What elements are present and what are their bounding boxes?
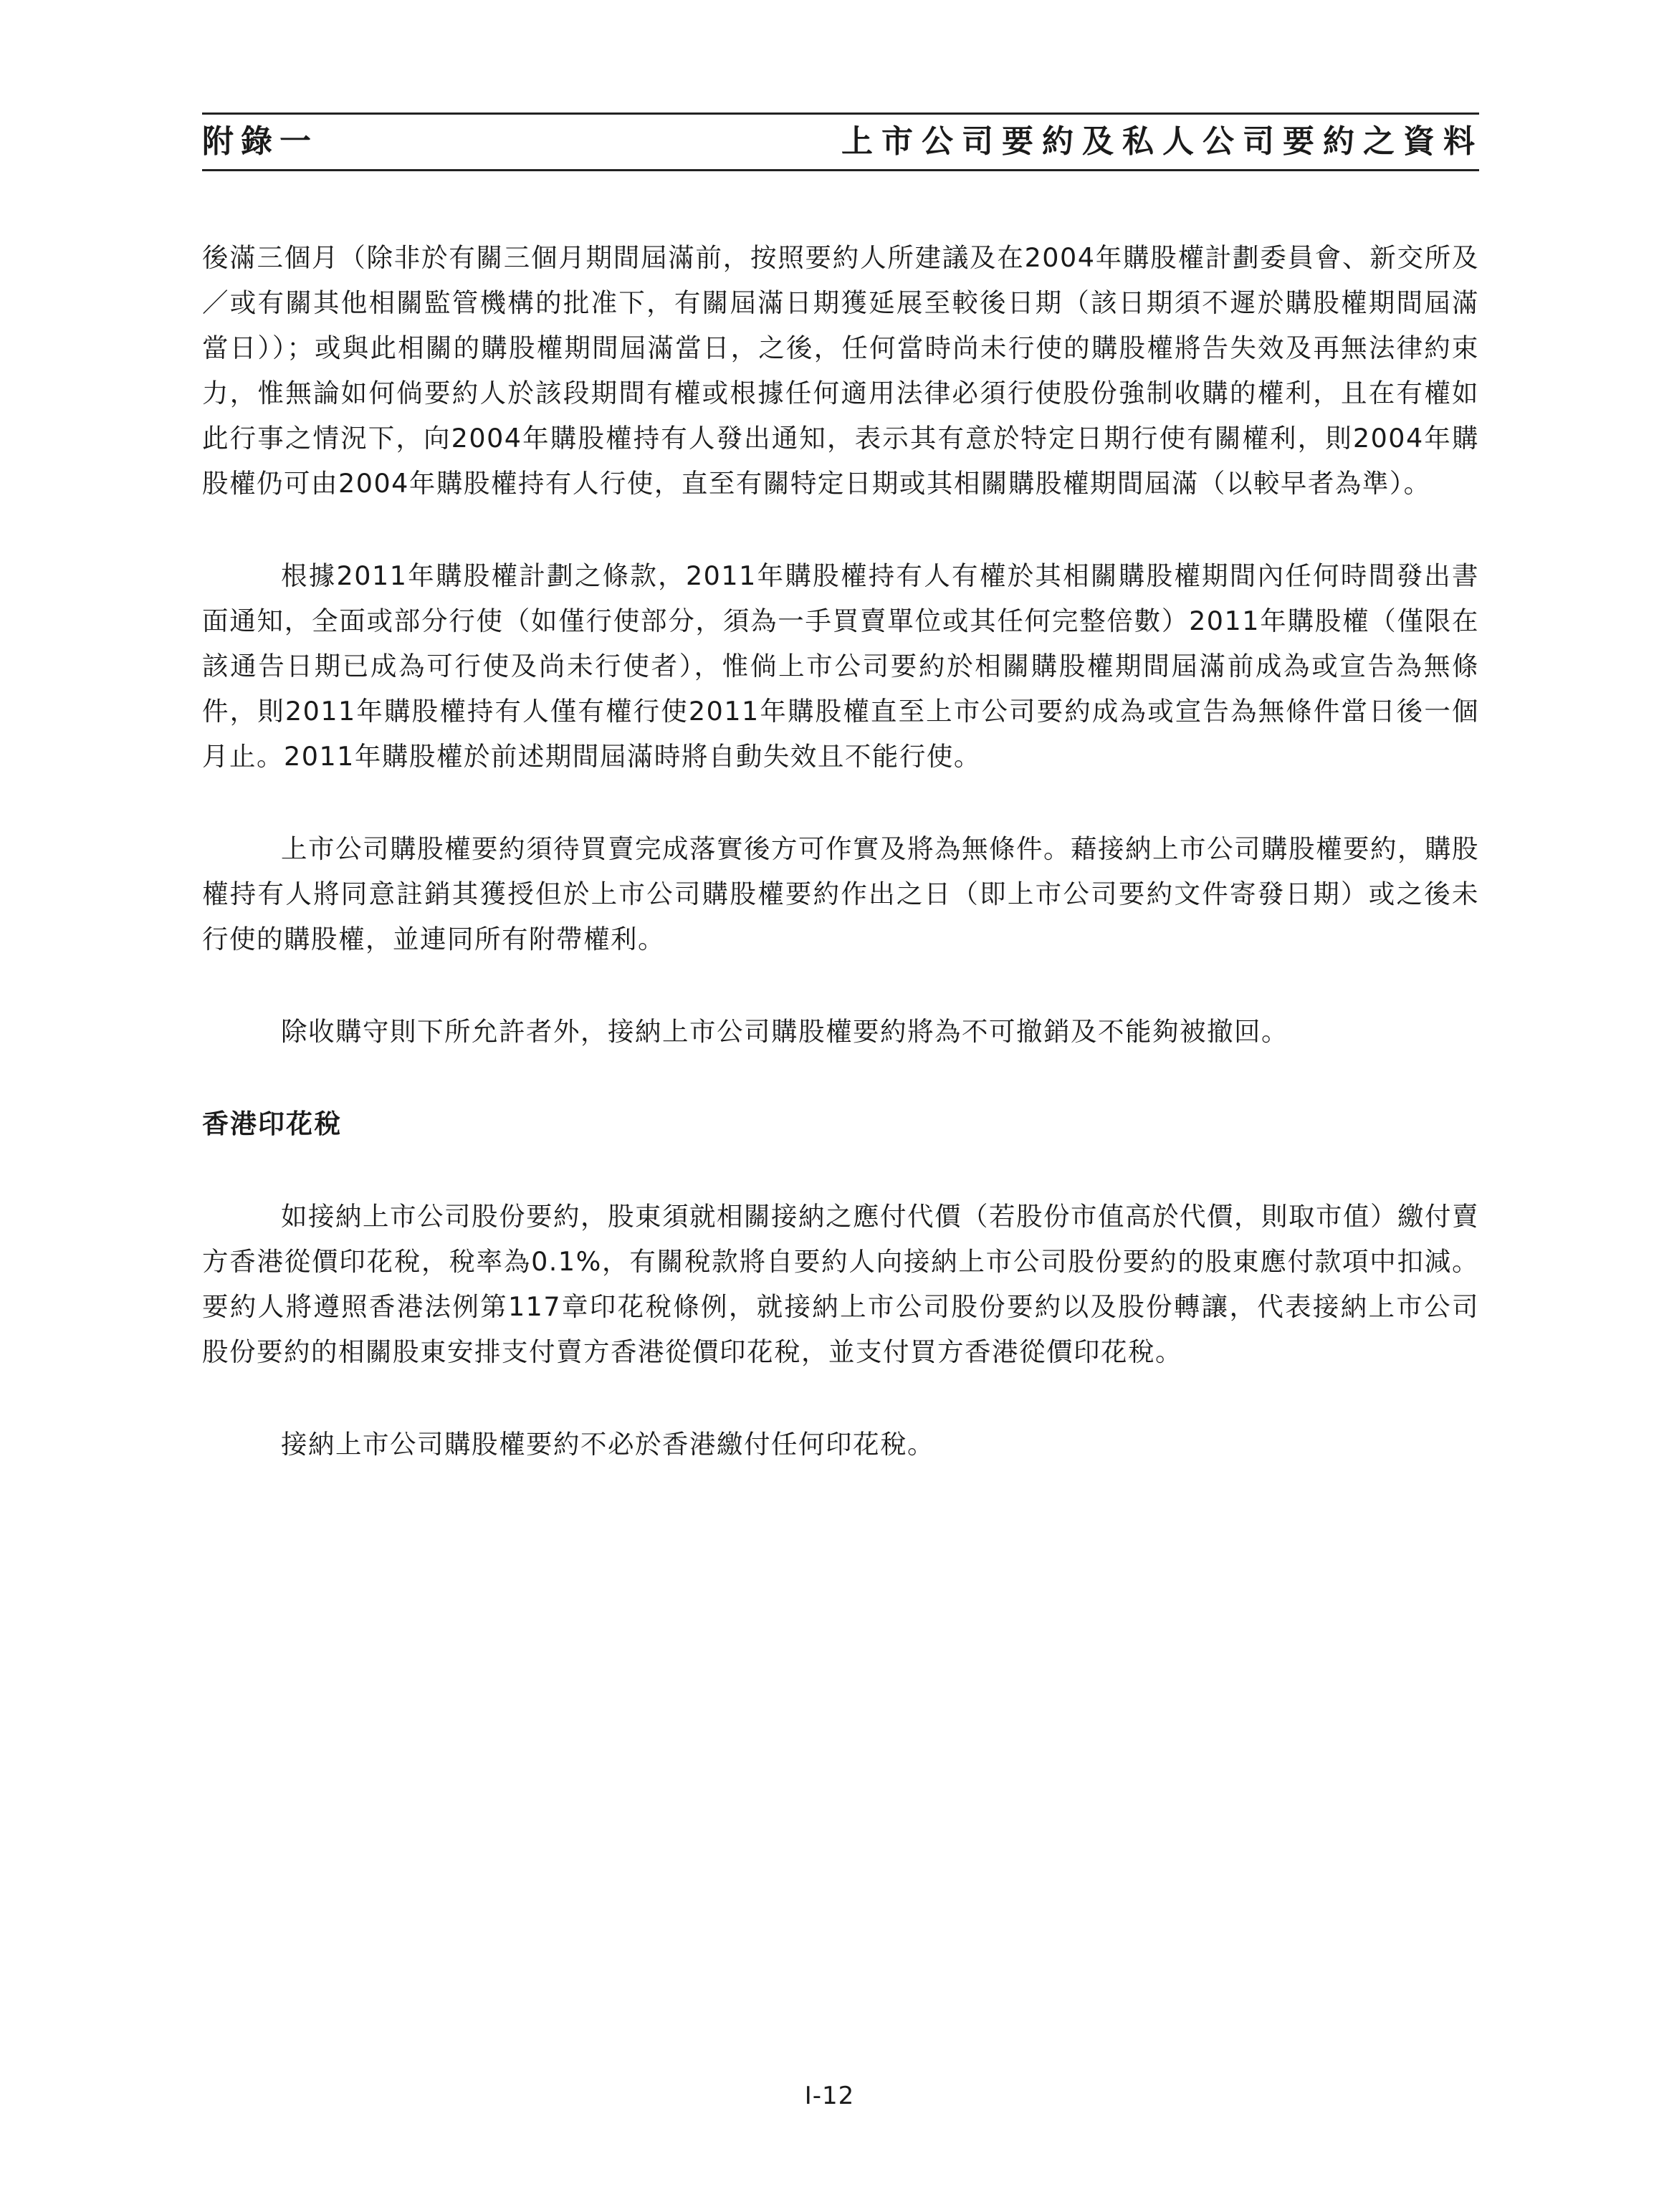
paragraph-stamp-duty-options: 接納上市公司購股權要約不必於香港繳付任何印花稅。 xyxy=(281,1429,934,1460)
paragraph-stamp-duty-shares: 如接納上市公司股份要約，股東須就相關接納之應付代價（若股份市值高於代價，則取市值）繳付賣方香港從價印花稅，稅率為0.1%，有關稅款將自要約人向接納上市公司股份要約的股東應付款項中扣減。要約人將遵照香港法例第117章印花稅條例，就接納上市公司股份要約以及股份轉讓，代表接納上市公司股份要約的相關股東安排支付賣方香港從價印花稅，並支付買方香港從價印花稅。 xyxy=(202,1201,1479,1367)
body-content xyxy=(202,235,1479,1467)
header-bottom-rule xyxy=(202,169,1479,171)
paragraph-continuation: 後滿三個月（除非於有關三個月期間屆滿前，按照要約人所建議及在2004年購股權計劃委員會、新交所及／或有關其他相關監管機構的批准下，有關屆滿日期獲延展至較後日期（該日期須不遲於購股權期間屆滿當日））；或與此相關的購股權期間屆滿當日，之後，任何當時尚未行使的購股權將告失效及再無法律約束力，惟無論如何倘要約人於該段期間有權或根據任何適用法律必須行使股份強制收購的權利，且在有權如此行事之情況下，向2004年購股權持有人發出通知，表示其有意於特定日期行使有關權利，則2004年購股權仍可由2004年購股權持有人行使，直至有關特定日期或其相關購股權期間屆滿（以較早者為準）。 xyxy=(202,242,1479,499)
page-title: 上市公司要約及私人公司要約之資料 xyxy=(841,123,1483,160)
paragraph-2011-options: 根據2011年購股權計劃之條款，2011年購股權持有人有權於其相關購股權期間內任何時間發出書面通知，全面或部分行使（如僅行使部分，須為一手買賣單位或其任何完整倍數）2011年購股權（僅限在該通告日期已成為可行使及尚未行使者），惟倘上市公司要約於相關購股權期間屆滿前成為或宣告為無條件，則2011年購股權持有人僅有權行使2011年購股權直至上市公司要約成為或宣告為無條件當日後一個月止。2011年購股權於前述期間屆滿時將自動失效且不能行使。 xyxy=(202,560,1479,772)
paragraph-irrevocable: 除收購守則下所允許者外，接納上市公司購股權要約將為不可撤銷及不能夠被撤回。 xyxy=(281,1016,1289,1047)
page-number: I-12 xyxy=(804,2082,855,2110)
appendix-label: 附錄一 xyxy=(202,123,318,160)
section-heading-stamp-duty: 香港印花稅 xyxy=(202,1109,342,1139)
header-top-rule xyxy=(202,112,1479,115)
paragraph-option-offer-conditions: 上市公司購股權要約須待買賣完成落實後方可作實及將為無條件。藉接納上市公司購股權要約，購股權持有人將同意註銷其獲授但於上市公司購股權要約作出之日（即上市公司要約文件寄發日期）或之後未行使的購股權，並連同所有附帶權利。 xyxy=(202,833,1479,954)
